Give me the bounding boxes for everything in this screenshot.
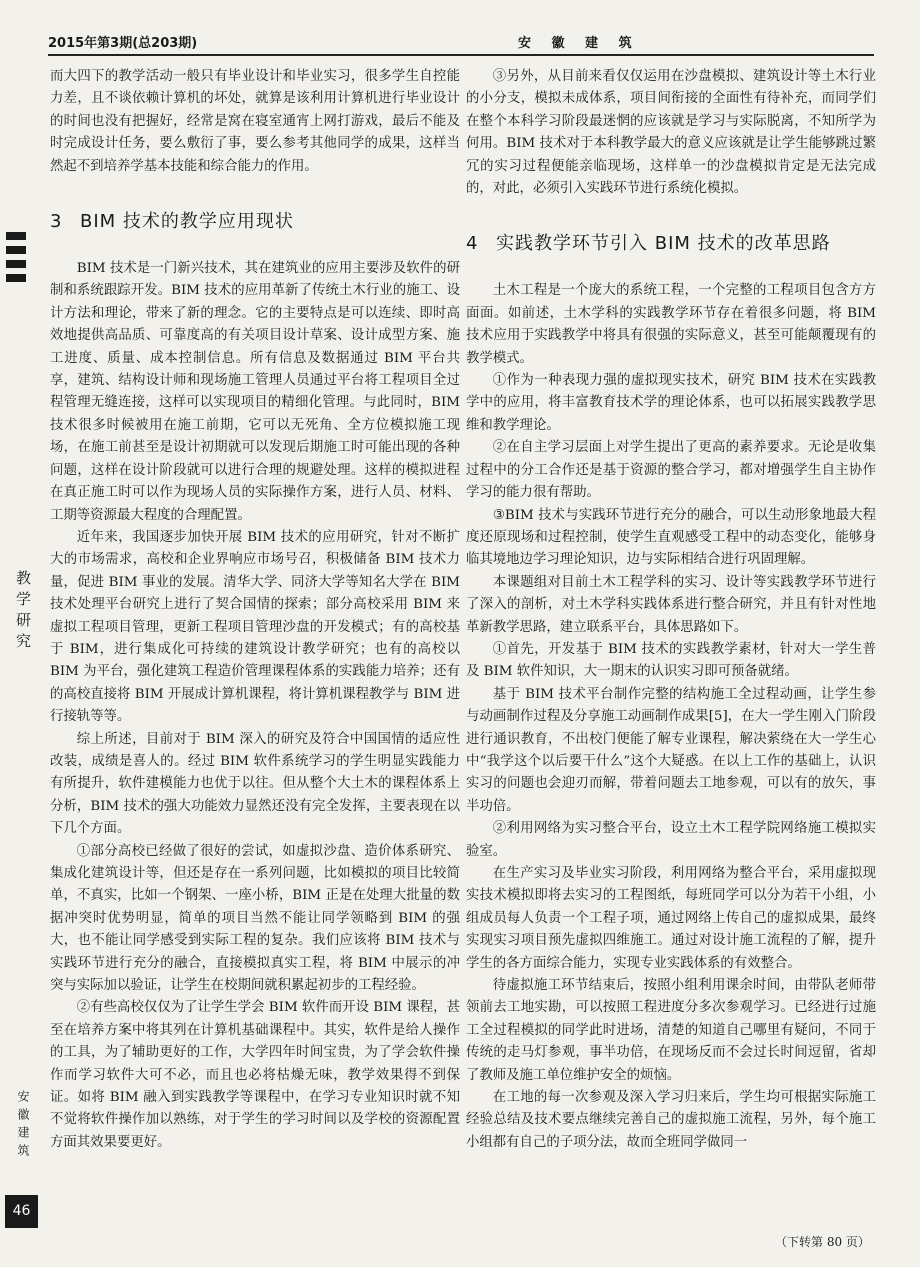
section-marker-bars — [6, 232, 26, 284]
section-heading-4 — [466, 228, 876, 260]
paragraph: 待虚拟施工环节结束后，按照小组利用课余时间，由带队老师带领前去工地实勘，可以按照工程进度分多次参观学习。已经进行过施工全过程模拟的同学此时进场，清楚的知道自己哪里有疑问，不同于传统的走马灯参观，事半功倍，在现场反而不会过长时间逗留，省却了教师及施工单位维护安全的烦恼。 — [466, 978, 876, 1083]
paragraph: BIM 技术是一门新兴技术，其在建筑业的应用主要涉及软件的研制和系统跟踪开发。BIM 技术的应用革新了传统土木行业的施工、设计方法和理论，带来了新的理念。它的主要特点是可以连续、即时高效地提供高品质、可靠度高的有关项目设计草案、设计成型方案、施工进度、质量、成本控制信息。所有信息及数据通过 BIM 平台共享，建筑、结构设计师和现场施工管理人员通过平台将工程项目全过程管理无缝连接，这样可以实现项目的精细化管理。与此同时，BIM 技术很多时候被用在施工前期，它可以无死角、全方位模拟施工现场，在施工前甚至是设计初期就可以发现后期施工时可能出现的各种问题，这样在设计阶段就可以进行合理的规避处理。这样的模拟进程在真正施工时可以作为现场人员的实际操作方案，进行人员、材料、工期等资源最大程度的合理配置。 — [50, 261, 460, 523]
section-number: 4 — [466, 233, 479, 255]
paragraph: 本课题组对目前土木工程学科的实习、设计等实践教学环节进行了深入的剖析，对土木学科实践体系进行整合研究，并且有针对性地革新教学思路，建立联系平台，具体思路如下。 — [466, 574, 876, 635]
paragraph: 土木工程是一个庞大的系统工程，一个完整的工程项目包含方方面面。如前述，土木学科的实践教学环节存在着很多问题，将 BIM 技术应用于实践教学中将具有很强的实际意义，甚至可能颠覆现有的教学模式。 — [466, 283, 876, 366]
page-number: 46 — [5, 1195, 38, 1228]
paragraph: ③另外，从目前来看仅仅运用在沙盘模拟、建筑设计等土木行业的小分支，模拟未成体系，项目间衔接的全面性有待补充，而同学们在整个本科学习阶段最迷惘的应该就是学习与实际脱离，不知所学为何用。BIM 技术对于本科教学最大的意义应该就是让学生能够跳过繁冗的实习过程便能亲临现场，这样单一的沙盘模拟肯定是无法完成的，对此，必须引入实践环节进行系统化模拟。 — [466, 69, 876, 197]
side-label-journal: 安徽建筑 — [16, 1090, 30, 1162]
paragraph: 在生产实习及毕业实习阶段，利用网络为整合平台，采用虚拟现实技术模拟即将去实习的工程图纸，每班同学可以分为若干小组，小组成员每人负责一个工程子项，通过网络上传自己的虚拟成果，最终实现实习项目预先虚拟四维施工。通过对设计施工流程的了解，提升学生的各方面综合能力，实现专业实践体系的有效整合。 — [466, 866, 876, 971]
issue-label: 2015年第3期(总203期) — [48, 36, 198, 51]
paragraph: ①部分高校已经做了很好的尝试，如虚拟沙盘、造价体系研究、集成化建筑设计等，但还是存在一系列问题，比如模拟的项目比较简单，不真实，比如一个钢架、一座小桥，BIM 正是在处理大批量的数据冲突时优势明显，简单的项目当然不能让同学领略到 BIM 的强大，也不能让同学感受到实际工程的复杂。我们应该将 BIM 技术与实践环节进行充分的融合，直接模拟真实工程，将 BIM 中展示的冲突与实际加以验证，让学生在校期间就积累起初步的工程经验。 — [50, 843, 460, 994]
journal-title: 安 徽 建 筑 — [518, 36, 640, 51]
right-column — [466, 66, 876, 1154]
section-title: BIM 技术的教学应用现状 — [80, 211, 294, 233]
paragraph: 在工地的每一次参观及深入学习归来后，学生均可根据实际施工经验总结及技术要点继续完善自己的虚拟施工流程，另外，每个施工小组都有自己的子项分法，故而全班同学做同一 — [466, 1090, 876, 1150]
paragraph: ②在自主学习层面上对学生提出了更高的素养要求。无论是收集过程中的分工合作还是基于资源的整合学习，都对增强学生自主协作学习的能力很有帮助。 — [466, 440, 876, 501]
paragraph: ①首先，开发基于 BIM 技术的实践教学素材，针对大一学生普及 BIM 软件知识，大一期末的认识实习即可预备就绪。 — [466, 641, 876, 680]
paragraph: 近年来，我国逐步加快开展 BIM 技术的应用研究，针对不断扩大的市场需求，高校和企业界响应市场号召，积极储备 BIM 技术力量，促进 BIM 事业的发展。清华大学、同济大学等知名大学在 BIM 技术处理平台研究上进行了契合国情的探索；部分高校采用 BIM 来虚拟工程项目管理，更新工程项目管理沙盘的开发模式；有的高校基于 BIM，进行集成化可持续的建筑设计教学研究；也有的高校以 BIM 为平台，强化建筑工程造价管理课程体系的实践能力培养；还有的高校直接将 BIM 开展成计算机课程，将计算机课程教学与 BIM 进行接轨等等。 — [50, 529, 460, 725]
left-column — [50, 66, 460, 1154]
paragraph: 而大四下的教学活动一般只有毕业设计和毕业实习，很多学生自控能力差，且不谈依赖计算机的坏处，就算是该利用计算机进行毕业设计的时间也没有把握好，经常是窝在寝室通宵上网打游戏，最后不能及时完成设计任务，要么敷衍了事，要么参考其他同学的成果，这样当然起不到培养学基本技能和综合能力的作用。 — [50, 69, 460, 174]
section-title: 实践教学环节引入 BIM 技术的改革思路 — [496, 233, 831, 255]
side-label-teaching: 教学研究 — [14, 570, 32, 654]
running-header — [48, 32, 874, 56]
paragraph: 基于 BIM 技术平台制作完整的结构施工全过程动画，让学生参与动画制作过程及分享施工动画制作成果[5]，在大一学生刚入门阶段进行通识教育，不出校门便能了解专业课程，解决萦绕在大一学生心中“我学这个以后要干什么”这个大疑惑。在以上工作的基础上，认识实习的问题也会迎刃而解，带着问题去工地参观，可以有的放矢，事半功倍。 — [466, 686, 876, 814]
paragraph: ②利用网络为实习整合平台，设立土木工程学院网络施工模拟实验室。 — [466, 821, 876, 859]
section-heading-3 — [50, 206, 460, 238]
paragraph: ②有些高校仅仅为了让学生学会 BIM 软件而开设 BIM 课程，甚至在培养方案中将其列在计算机基础课程中。其实，软件是给人操作的工具，为了辅助更好的工作，大学四年时间宝贵，为了学会软件操作而学习软件大可不必，而且也必将枯燥无味，教学效果得不到保证。如将 BIM 融入到实践教学等课程中，在学习专业知识时就不知不觉将软件操作加以熟练，对于学生的学习时间以及学校的资源配置方面其效果要更好。 — [50, 1000, 460, 1150]
paragraph: 综上所述，目前对于 BIM 深入的研究及符合中国国情的适应性改装，成绩是喜人的。经过 BIM 软件系统学习的学生明显实践能力有所提升，软件建模能力也优于以往。但从整个大土木的课程体系上分析，BIM 技术的强大功能效力显然还没有完全发挥，主要表现在以下几个方面。 — [50, 731, 460, 837]
paragraph: ③BIM 技术与实践环节进行充分的融合，可以生动形象地最大程度还原现场和过程控制，使学生直观感受工程中的动态变化，能够身临其境地边学习理论知识，边与实际相结合进行巩固理解。 — [466, 507, 876, 568]
paragraph: ①作为一种表现力强的虚拟现实技术，研究 BIM 技术在实践教学中的应用，将丰富教育技术学的理论体系，也可以拓展实践教学思维和教学理论。 — [466, 373, 876, 433]
continued-note: （下转第 80 页） — [775, 1235, 870, 1249]
section-number: 3 — [50, 211, 63, 233]
